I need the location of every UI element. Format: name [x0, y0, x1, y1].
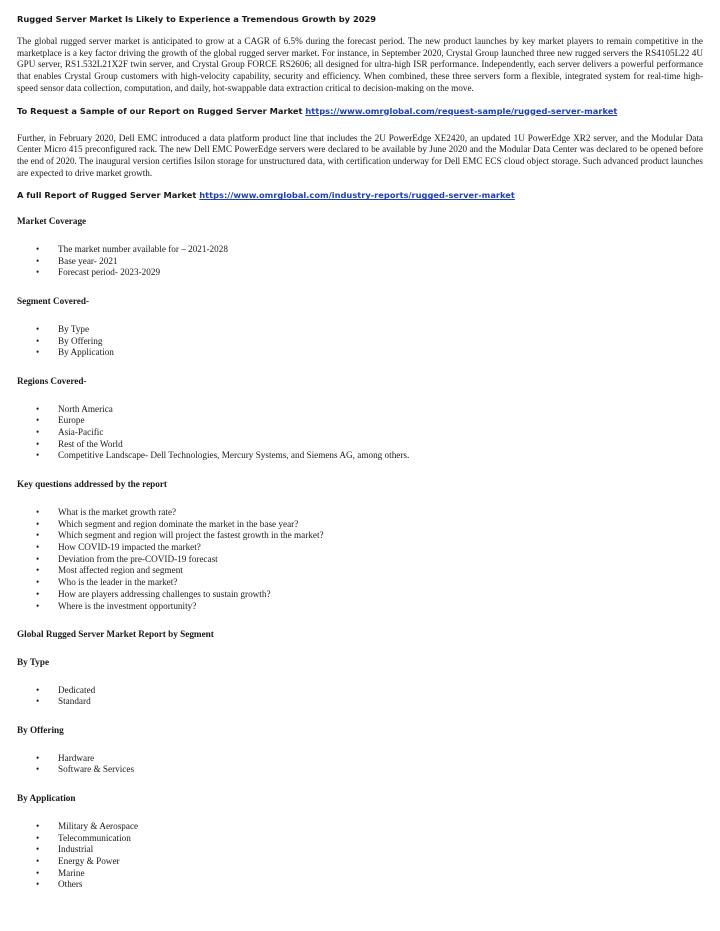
bullet-icon: •	[36, 588, 40, 599]
list-item	[17, 696, 703, 708]
bullet-icon: •	[36, 855, 40, 866]
list-item-text: Forecast period- 2023-2029	[58, 267, 161, 278]
section-by-type	[17, 657, 703, 708]
list-item-text: Competitive Landscape- Dell Technologies, Mercury Systems, and Siemens AG, among others.	[58, 450, 410, 461]
list-item	[17, 753, 703, 765]
list-item	[17, 519, 703, 531]
bullet-icon: •	[36, 450, 40, 461]
further-paragraph: Further, in February 2020, Dell EMC introduced a data platform product line that includes the 2U PowerEdge XE2420, an updated 1U PowerEdge XR2 server, and the Modular Data Center Micro 415 preconfigured rack. The new Dell EMC PowerEdge servers were declared to be available by June 2020 and the Modular Data Center was declared to be opened before the end of 2020. The inaugural version certifies Isilon storage for unstructured data, with certification underway for Dell EMC ECS cloud object storage. Such advanced product launches are expected to drive market growth.	[17, 132, 703, 178]
bullet-icon: •	[36, 403, 40, 414]
list-item	[17, 347, 703, 359]
bullet-icon: •	[36, 530, 40, 541]
list-item	[17, 244, 703, 256]
bullet-list	[17, 404, 703, 463]
list-item	[17, 267, 703, 279]
bullet-icon: •	[36, 323, 40, 334]
full-report-link[interactable]: https://www.omrglobal.com/industry-reports/rugged-server-market	[199, 190, 515, 201]
bullet-icon: •	[36, 541, 40, 552]
bullet-icon: •	[36, 832, 40, 843]
bullet-list	[17, 753, 703, 776]
list-item-text: Hardware	[58, 752, 95, 763]
bullet-icon: •	[36, 879, 40, 890]
intro-bold-term: global rugged server market	[34, 36, 140, 46]
list-item	[17, 844, 703, 856]
list-item	[17, 336, 703, 348]
bullet-icon: •	[36, 764, 40, 775]
sample-request-link[interactable]: https://www.omrglobal.com/request-sample/rugged-server-market	[305, 105, 618, 116]
list-item	[17, 530, 703, 542]
list-item	[17, 554, 703, 566]
list-item-text: What is the market growth rate?	[58, 506, 177, 517]
section-heading: By Type	[17, 656, 50, 667]
bullet-icon: •	[36, 577, 40, 588]
sample-request-label: To Request a Sample of our Report on Rugged Server Market	[17, 105, 306, 116]
list-item-text: Base year- 2021	[58, 255, 118, 266]
list-item-text: Most affected region and segment	[58, 565, 183, 576]
bullet-list	[17, 821, 703, 891]
section-heading: Segment Covered-	[17, 296, 90, 307]
list-item-text: Industrial	[58, 844, 94, 855]
full-report-line	[17, 190, 703, 201]
list-item-text: Europe	[58, 415, 85, 426]
section-heading: Key questions addressed by the report	[17, 479, 167, 490]
bullet-list	[17, 507, 703, 612]
list-item	[17, 404, 703, 416]
section-global-rugged-server-market-report-by-segment	[17, 629, 703, 641]
sample-request-line	[17, 106, 703, 117]
list-item-text: Telecommunication	[58, 832, 131, 843]
section-heading: By Offering	[17, 725, 64, 736]
bullet-icon: •	[36, 867, 40, 878]
bullet-list	[17, 244, 703, 279]
list-item	[17, 427, 703, 439]
list-item	[17, 507, 703, 519]
list-item	[17, 589, 703, 601]
bullet-icon: •	[36, 696, 40, 707]
list-item-text: Deviation from the pre-COVID-19 forecast	[58, 553, 218, 564]
intro-text: is anticipated to grow at a CAGR of 6.5% during the forecast period. The new product launches by key market players to remain competitive in the marketplace is a key factor driving the growth of the global rugged server market. For instance, in September 2020, Crystal Group launched three new rugged servers the RS4105L22 4U GPU server, RS1.532L21X2F twin server, and Crystal Group FORCE RS2606; all designed for ultra-high ISR performance. Independently, each server delivers a powerful performance that enables Crystal Group customers with high-velocity capability, security and efficiency. When combined, these three servers form a flexible, integrated system for real-time high-speed sensor data collection, computation, and daily, hot-swappable data extraction critical to decision-making on the move.	[17, 36, 703, 93]
list-item-text: By Type	[58, 323, 90, 334]
list-item	[17, 685, 703, 697]
bullet-icon: •	[36, 820, 40, 831]
bullet-list	[17, 324, 703, 359]
section-heading: Regions Covered-	[17, 375, 87, 386]
list-item-text: Which segment and region dominate the market in the base year?	[58, 518, 299, 529]
list-item-text: Marine	[58, 867, 85, 878]
intro-prefix: The	[17, 36, 35, 46]
list-item-text: Asia-Pacific	[58, 427, 104, 438]
bullet-icon: •	[36, 553, 40, 564]
section-segment-covered	[17, 296, 703, 359]
bullet-icon: •	[36, 506, 40, 517]
list-item-text: The market number available for – 2021-2028	[58, 244, 228, 255]
sections-container	[17, 216, 703, 891]
list-item	[17, 821, 703, 833]
section-market-coverage	[17, 216, 703, 279]
bullet-icon: •	[36, 427, 40, 438]
list-item-text: Military & Aerospace	[58, 820, 139, 831]
document-title: Rugged Server Market Is Likely to Experience a Tremendous Growth by 2029	[17, 14, 377, 24]
list-item-text: North America	[58, 403, 113, 414]
list-item-text: Where is the investment opportunity?	[58, 600, 197, 611]
list-item	[17, 415, 703, 427]
bullet-icon: •	[36, 684, 40, 695]
list-item-text: Who is the leader in the market?	[58, 577, 178, 588]
list-item	[17, 439, 703, 451]
list-item-text: Energy & Power	[58, 855, 120, 866]
bullet-icon: •	[36, 335, 40, 346]
list-item-text: Dedicated	[58, 684, 96, 695]
list-item	[17, 833, 703, 845]
list-item	[17, 450, 703, 462]
bullet-icon: •	[36, 267, 40, 278]
list-item-text: Standard	[58, 696, 91, 707]
full-report-label: A full Report of Rugged Server Market	[17, 190, 200, 201]
list-item	[17, 868, 703, 880]
list-item-text: How COVID-19 impacted the market?	[58, 541, 201, 552]
list-item-text: By Offering	[58, 335, 103, 346]
intro-paragraph	[17, 36, 703, 95]
section-heading: By Application	[17, 793, 76, 804]
section-by-offering	[17, 725, 703, 776]
list-item	[17, 879, 703, 891]
bullet-list	[17, 685, 703, 708]
list-item-text: Which segment and region will project the fastest growth in the market?	[58, 530, 324, 541]
list-item	[17, 542, 703, 554]
bullet-icon: •	[36, 752, 40, 763]
list-item	[17, 577, 703, 589]
list-item	[17, 324, 703, 336]
section-regions-covered	[17, 376, 703, 462]
list-item	[17, 256, 703, 268]
list-item-text: Rest of the World	[58, 438, 123, 449]
bullet-icon: •	[36, 347, 40, 358]
section-heading: Market Coverage	[17, 216, 87, 227]
bullet-icon: •	[36, 438, 40, 449]
list-item-text: Software & Services	[58, 764, 135, 775]
list-item-text: Others	[58, 879, 83, 890]
section-key-questions-addressed-by-the-report	[17, 479, 703, 612]
bullet-icon: •	[36, 565, 40, 576]
list-item	[17, 764, 703, 776]
bullet-icon: •	[36, 244, 40, 255]
bullet-icon: •	[36, 255, 40, 266]
list-item-text: By Application	[58, 347, 114, 358]
list-item	[17, 565, 703, 577]
bullet-icon: •	[36, 844, 40, 855]
list-item-text: How are players addressing challenges to sustain growth?	[58, 588, 271, 599]
section-heading: Global Rugged Server Market Report by Segment	[17, 629, 214, 640]
list-item	[17, 856, 703, 868]
list-item	[17, 601, 703, 613]
bullet-icon: •	[36, 600, 40, 611]
bullet-icon: •	[36, 415, 40, 426]
section-by-application	[17, 793, 703, 891]
bullet-icon: •	[36, 518, 40, 529]
